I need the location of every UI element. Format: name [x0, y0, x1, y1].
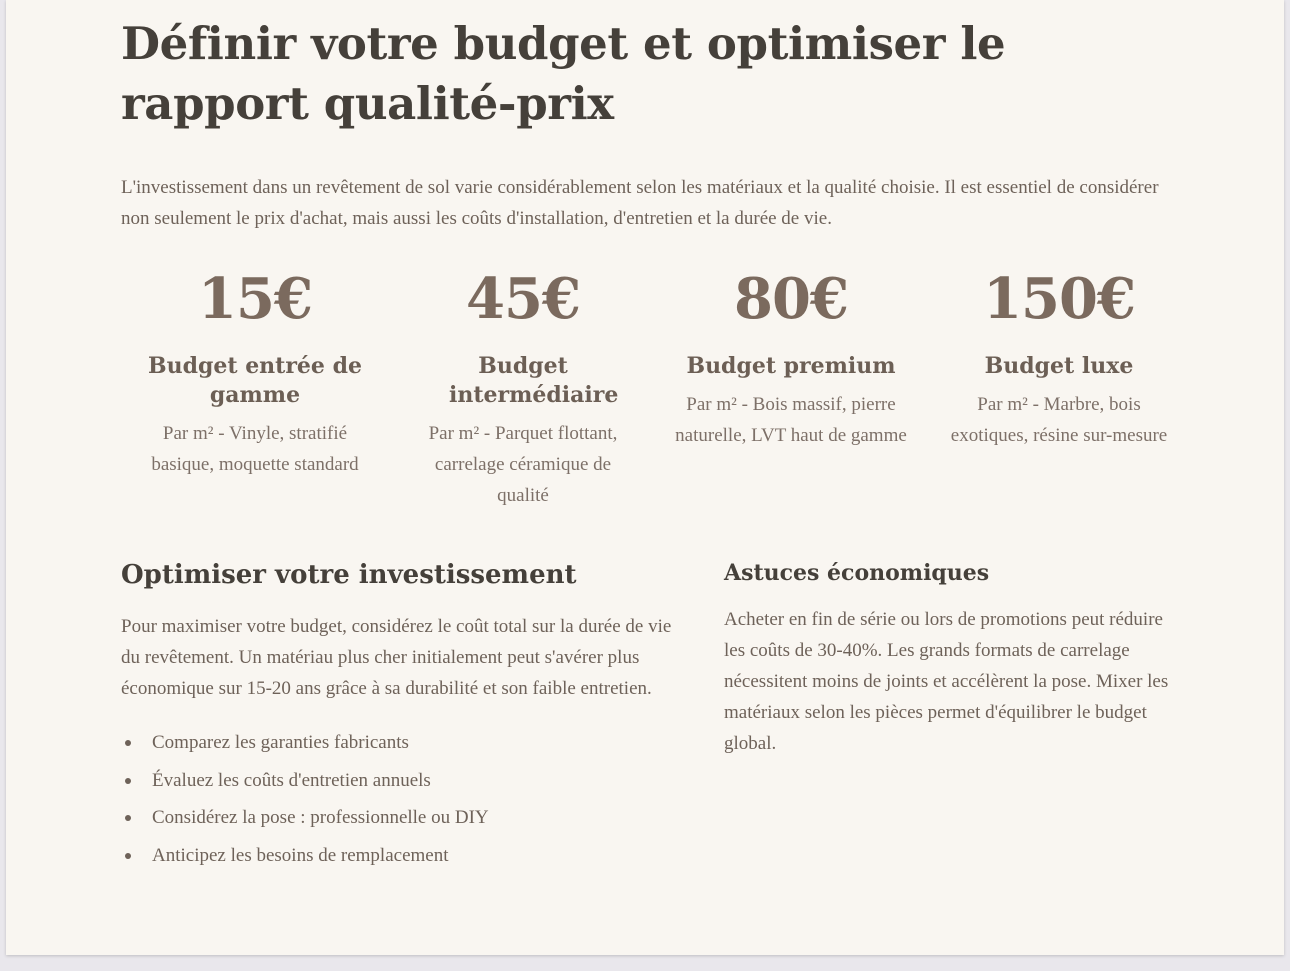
- bullet-icon: [125, 815, 131, 821]
- tier-price: 15€: [198, 266, 312, 332]
- tier-description: Par m² - Parquet flottant, carrelage céramique de qualité: [428, 423, 618, 506]
- tier-title: Budget entrée de gamme: [148, 353, 362, 408]
- optimize-paragraph: Pour maximiser votre budget, considérez le coût total sur la durée de vie du revêtement. Un matériau plus cher initialement peut s'avérer plus économique sur 15-20 ans grâce à sa durabilité et son faible entretien.: [121, 616, 672, 699]
- bullet-icon: [125, 853, 131, 859]
- bullet-icon: [125, 740, 131, 746]
- optimize-checklist: [121, 724, 681, 874]
- budget-tier-luxury: [925, 262, 1193, 511]
- optimize-title: Optimiser votre investissement: [121, 560, 577, 590]
- list-item: [121, 724, 681, 762]
- bullet-icon: [125, 778, 131, 784]
- tier-description: Par m² - Marbre, bois exotiques, résine sur-mesure: [950, 394, 1168, 446]
- tier-description: Par m² - Bois massif, pierre naturelle, LVT haut de gamme: [675, 394, 907, 446]
- tier-title: Budget premium: [686, 353, 896, 379]
- budget-tier-intermediate: [389, 262, 657, 511]
- tier-price: 80€: [734, 266, 848, 332]
- intro-paragraph: L'investissement dans un revêtement de sol varie considérablement selon les matériaux et la qualité choisie. Il est essentiel de considérer non seulement le prix d'achat, mais aussi les coûts d'installation, d'entretien et la durée de vie.: [121, 177, 1159, 229]
- list-item: [121, 799, 681, 837]
- list-item-text: Anticipez les besoins de remplacement: [152, 844, 449, 866]
- list-item: [121, 762, 681, 800]
- page: [6, 0, 1284, 955]
- tier-price: 45€: [466, 266, 580, 332]
- list-item: [121, 837, 681, 875]
- tips-section: [724, 556, 1174, 759]
- optimize-section: [121, 556, 681, 874]
- tier-title: Budget luxe: [984, 353, 1134, 379]
- budget-tiers: [121, 262, 1193, 511]
- list-item-text: Considérez la pose : professionnelle ou DIY: [152, 807, 489, 828]
- tips-title: Astuces économiques: [724, 560, 990, 586]
- tier-title: Budget intermédiaire: [449, 353, 619, 408]
- list-item-text: Comparez les garanties fabricants: [152, 732, 409, 753]
- budget-tier-premium: [657, 262, 925, 511]
- tier-price: 150€: [983, 266, 1135, 332]
- tier-description: Par m² - Vinyle, stratifié basique, moquette standard: [151, 423, 359, 475]
- budget-tier-entry: [121, 262, 389, 511]
- tips-paragraph: Acheter en fin de série ou lors de promotions peut réduire les coûts de 30-40%. Les grands formats de carrelage nécessitent moins de joints et accélèrent la pose. Mixer les matériaux selon les pièces permet d'équilibrer le budget global.: [724, 609, 1169, 754]
- page-title: Définir votre budget et optimiser le rapport qualité-prix: [121, 17, 1006, 130]
- list-item-text: Évaluez les coûts d'entretien annuels: [152, 769, 431, 791]
